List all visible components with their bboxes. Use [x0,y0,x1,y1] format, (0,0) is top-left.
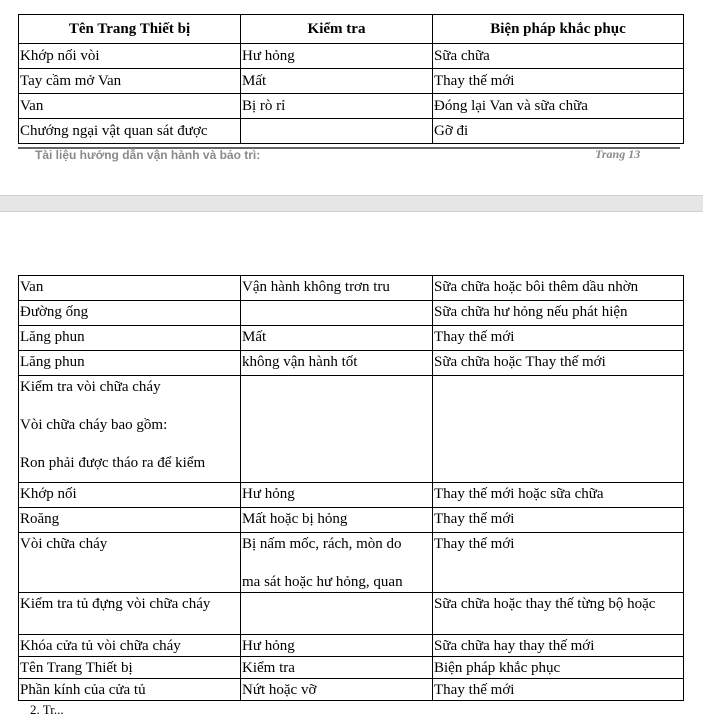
footer-title: Tài liệu hướng dẫn vận hành và bảo trì: [35,148,261,162]
page-number: Trang 13 [595,147,641,161]
cell: Hư hỏng [241,635,433,657]
hose-damage-line1: Bị nấm mốc, rách, mòn do [242,536,402,552]
cell: Bị rò rỉ [241,94,433,119]
header-remedy: Biện pháp khắc phục [433,15,684,44]
table-row [19,94,684,119]
header-check: Kiểm tra [241,15,433,44]
cell: Khớp nối [19,483,241,508]
table-row [19,679,684,701]
cell: Hư hỏng [241,483,433,508]
cell: Gỡ đi [433,119,684,144]
cell: Sữa chữa hoặc Thay thế mới [433,351,684,376]
table-row [19,326,684,351]
cell: Sữa chữa hư hỏng nếu phát hiện [433,301,684,326]
cell: Vận hành không trơn tru [241,276,433,301]
cell: Đóng lại Van và sữa chữa [433,94,684,119]
cell: Mất hoặc bị hỏng [241,508,433,533]
cell: Roăng [19,508,241,533]
cell: Sữa chữa hay thay thế mới [433,635,684,657]
cell-hose-check [19,376,241,483]
table-row [19,508,684,533]
cell: Mất [241,326,433,351]
hose-check-note: Vòi chữa cháy bao gồm: [20,417,168,433]
cell [241,593,433,635]
cell: Lăng phun [19,351,241,376]
table-row [19,635,684,657]
cell: Lăng phun [19,326,241,351]
cell: Biện pháp khắc phục [433,657,684,679]
cell: Thay thế mới [433,326,684,351]
cell: Tên Trang Thiết bị [19,657,241,679]
cell: Thay thế mới [433,533,684,593]
cell: Chướng ngại vật quan sát được [19,119,241,144]
cell: Van [19,276,241,301]
cell: Thay thế mới [433,508,684,533]
cell: Tay cầm mở Van [19,69,241,94]
cell: Khóa cửa tủ vòi chữa cháy [19,635,241,657]
table-row [19,657,684,679]
cell: Đường ống [19,301,241,326]
table-row [19,593,684,635]
cell: Van [19,94,241,119]
cell [241,376,433,483]
cell [241,301,433,326]
cell: Sữa chữa hoặc thay thế từng bộ hoặc [433,593,684,635]
table-row [19,376,684,483]
table-row [19,351,684,376]
next-section-heading-cut: 2. Tr... [30,702,64,717]
cell: Vòi chữa cháy [19,533,241,593]
cell: Mất [241,69,433,94]
cell: Thay thế mới [433,679,684,701]
hose-check-title: Kiểm tra vòi chữa cháy [20,379,161,395]
cell: Thay thế mới hoặc sữa chữa [433,483,684,508]
cell [241,119,433,144]
equipment-table-bottom [18,275,684,701]
table-header-row [19,15,684,44]
table-row [19,483,684,508]
page-break-gap [0,195,703,212]
cell-hose-damage [241,533,433,593]
table-row [19,119,684,144]
equipment-table-top [18,14,684,144]
table-row [19,276,684,301]
hose-damage-line2: ma sát hoặc hư hỏng, quan [242,574,403,590]
cell: Kiểm tra [241,657,433,679]
cell: Sữa chữa [433,44,684,69]
cell [433,376,684,483]
cell: Thay thế mới [433,69,684,94]
table-row [19,44,684,69]
cell: Khớp nối vòi [19,44,241,69]
cell: Kiểm tra tủ đựng vòi chữa cháy [19,593,241,635]
cell: Nứt hoặc vỡ [241,679,433,701]
table-row [19,301,684,326]
cell: Hư hỏng [241,44,433,69]
header-equipment: Tên Trang Thiết bị [19,15,241,44]
table-row [19,533,684,593]
table-row [19,69,684,94]
cell: Sữa chữa hoặc bôi thêm dầu nhờn [433,276,684,301]
hose-check-note-cut: Ron phải được tháo ra để kiểm [20,455,206,471]
cell: không vận hành tốt [241,351,433,376]
cell: Phần kính của cửa tủ [19,679,241,701]
